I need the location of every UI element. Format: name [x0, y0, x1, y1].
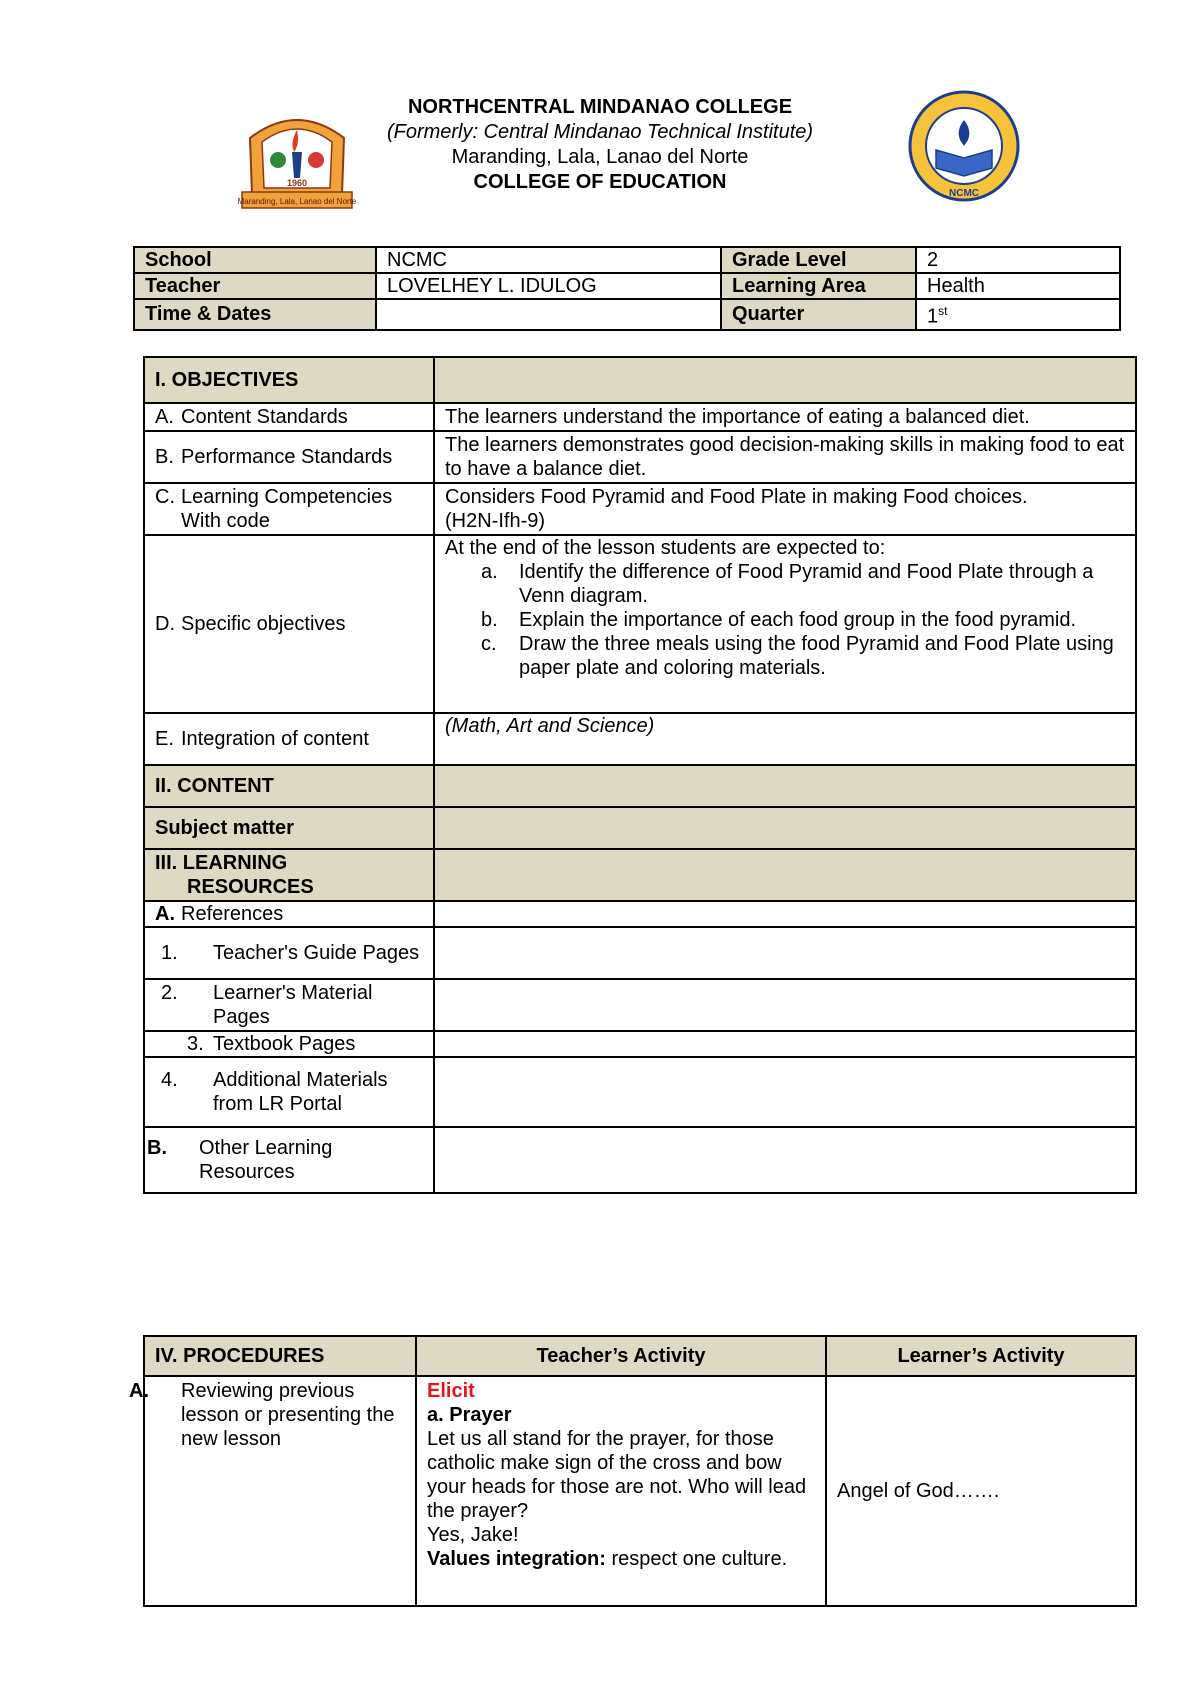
- logo-ncmc-text: NCMC: [949, 188, 979, 199]
- marker-c: C.: [155, 486, 175, 508]
- marker-a: A.: [155, 406, 174, 428]
- learning-competencies-label: Learning Competencies: [181, 486, 393, 508]
- marker-e: E.: [155, 728, 174, 750]
- procedures-header-row: [144, 1336, 1136, 1376]
- quarter-label: Quarter: [721, 299, 916, 330]
- marker-a-ref: A.: [155, 903, 175, 925]
- textbook-label: Textbook Pages: [213, 1033, 356, 1055]
- learning-competencies-row: [144, 483, 1136, 535]
- prayer-heading: a. Prayer: [427, 1404, 512, 1426]
- additional-materials-label: Additional Materials from LR Portal: [213, 1069, 388, 1115]
- learning-area-label: Learning Area: [721, 273, 916, 299]
- college-of-education-logo: [906, 90, 1022, 202]
- content-standards-label: Content Standards: [181, 406, 348, 428]
- performance-standards-label: Performance Standards: [181, 446, 393, 468]
- references-label: References: [181, 903, 284, 925]
- subject-matter-row: [144, 807, 1136, 849]
- subject-matter-label: Subject matter: [144, 807, 434, 849]
- learning-resources-title-2: RESOURCES: [187, 876, 314, 898]
- ref-number: 1.: [161, 942, 178, 964]
- info-row-school: [134, 247, 1120, 273]
- objectives-title: I. OBJECTIVES: [144, 357, 434, 403]
- teacher-value: LOVELHEY L. IDULOG: [376, 273, 721, 299]
- content-title: II. CONTENT: [144, 765, 434, 807]
- learning-area-value: Health: [916, 273, 1120, 299]
- integration-label: Integration of content: [181, 728, 369, 750]
- ref-number: 2.: [161, 982, 178, 1004]
- time-dates-value: [376, 299, 721, 330]
- grade-level-value: 2: [916, 247, 1120, 273]
- learning-competencies-value: Considers Food Pyramid and Food Plate in making Food choices.: [445, 486, 1028, 508]
- college-address: Maranding, Lala, Lanao del Norte: [451, 146, 749, 168]
- specific-objectives-list: [445, 560, 1125, 680]
- with-code-label: With code: [181, 510, 270, 532]
- specific-objectives-intro: At the end of the lesson students are expected to:: [445, 537, 886, 559]
- college-department: COLLEGE OF EDUCATION: [473, 171, 727, 193]
- lesson-info-table: [133, 246, 1121, 331]
- content-standards-value: The learners understand the importance of eating a balanced diet.: [434, 403, 1136, 431]
- seal-banner-text: Maranding, Lala, Lanao del Norte: [238, 197, 356, 206]
- ref-number: 3.: [187, 1033, 204, 1055]
- procedures-title: IV. PROCEDURES: [144, 1336, 416, 1376]
- competency-code: (H2N-Ifh-9): [445, 510, 546, 532]
- quarter-number: 1: [927, 305, 939, 328]
- integration-row: [144, 713, 1136, 765]
- quarter-suffix: st: [938, 304, 948, 318]
- info-row-time: [134, 299, 1120, 330]
- learning-resources-title: III. LEARNING: [155, 852, 288, 874]
- list-item: a. Identify the difference of Food Pyramid and Food Plate through a Venn diagram.: [481, 561, 1094, 607]
- learners-response: Angel of God…….: [826, 1376, 1136, 1606]
- procedures-table: [129, 1335, 1137, 1607]
- college-formerly: (Formerly: Central Mindanao Technical Institute): [386, 121, 814, 143]
- marker-b-ref: B.: [147, 1137, 167, 1159]
- seal-year-text: 1960: [286, 178, 308, 188]
- performance-standards-value: The learners demonstrates good decision-making skills in making food to eat to have a balance diet.: [434, 431, 1136, 483]
- time-dates-label: Time & Dates: [134, 299, 376, 330]
- grade-level-label: Grade Level: [721, 247, 916, 273]
- ref-number: 4.: [161, 1069, 178, 1091]
- content-standards-row: [144, 403, 1136, 431]
- values-integration-label: Values integration:: [427, 1548, 606, 1570]
- other-resources-row: [144, 1127, 1136, 1193]
- college-name: NORTHCENTRAL MINDANAO COLLEGE: [407, 96, 793, 118]
- teachers-activity-header: Teacher’s Activity: [416, 1336, 826, 1376]
- school-label: School: [134, 247, 376, 273]
- additional-materials-row: [144, 1057, 1136, 1127]
- quarter-value: [916, 299, 1120, 330]
- marker-b: B.: [155, 446, 174, 468]
- teachers-guide-label: Teacher's Guide Pages: [213, 942, 420, 964]
- specific-objectives-row: [144, 535, 1136, 713]
- values-integration-text: respect one culture.: [605, 1548, 788, 1570]
- specific-objectives-label: Specific objectives: [181, 613, 346, 635]
- textbook-row: [144, 1031, 1136, 1057]
- list-item: c. Draw the three meals using the food Pyramid and Food Plate using paper plate and coloring materials.: [481, 633, 1114, 679]
- objectives-table: [143, 356, 1137, 1194]
- other-resources-label: Other Learning Resources: [199, 1137, 333, 1183]
- elicit-label: Elicit: [427, 1380, 475, 1402]
- teachers-guide-row: [144, 927, 1136, 979]
- procedure-row-a: [144, 1376, 1136, 1606]
- marker-d: D.: [155, 613, 175, 635]
- school-value: NCMC: [376, 247, 721, 273]
- performance-standards-row: [144, 431, 1136, 483]
- learning-resources-header-row: [144, 849, 1136, 901]
- info-row-teacher: [134, 273, 1120, 299]
- marker-a-proc: A.: [129, 1380, 149, 1402]
- ncmc-seal-logo: [238, 108, 356, 212]
- learners-activity-header: Learner’s Activity: [826, 1336, 1136, 1376]
- integration-value: (Math, Art and Science): [434, 713, 1136, 765]
- content-header-row: [144, 765, 1136, 807]
- learners-material-row: [144, 979, 1136, 1031]
- list-item: b. Explain the importance of each food group in the food pyramid.: [481, 609, 1077, 631]
- objectives-header-row: [144, 357, 1136, 403]
- prayer-call: Yes, Jake!: [427, 1524, 519, 1546]
- prayer-instructions: Let us all stand for the prayer, for those catholic make sign of the cross and bow your heads for those are not. Who will lead the prayer?: [427, 1428, 807, 1522]
- references-row: [144, 901, 1136, 927]
- teacher-label: Teacher: [134, 273, 376, 299]
- learners-material-label: Learner's Material Pages: [213, 982, 373, 1028]
- reviewing-lesson-label: Reviewing previous lesson or presenting the new lesson: [181, 1380, 395, 1450]
